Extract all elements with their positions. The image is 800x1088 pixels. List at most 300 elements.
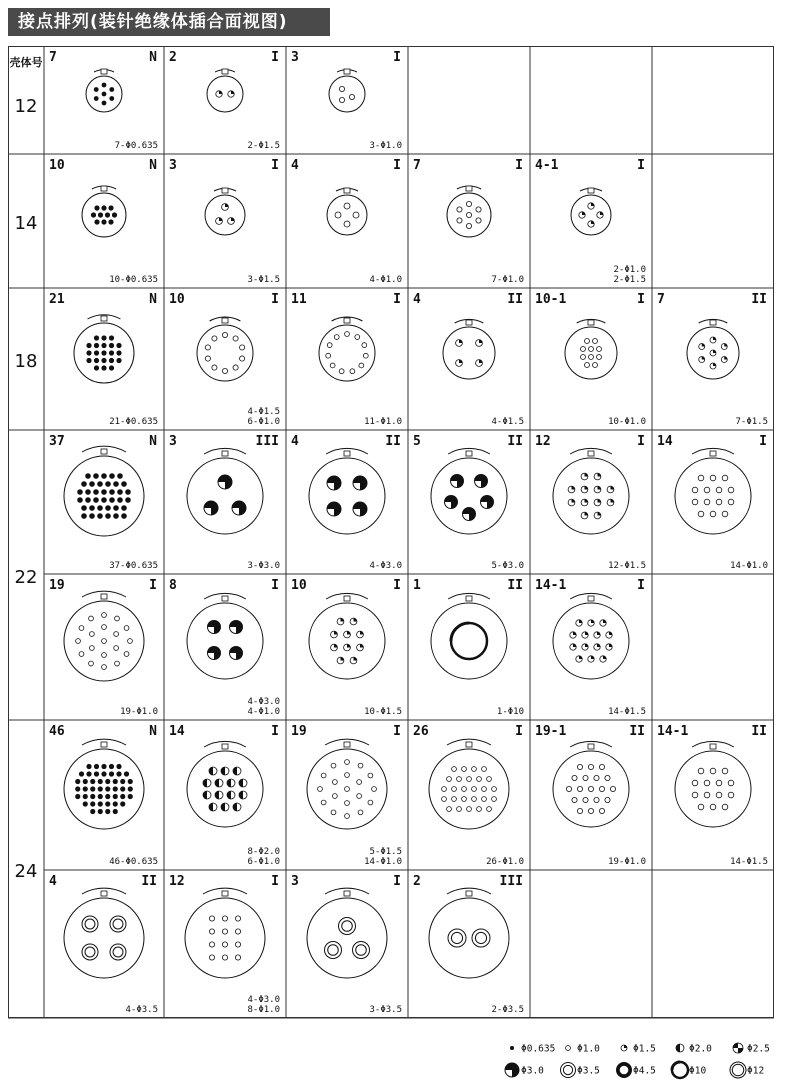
contact-count: 3 <box>169 434 177 449</box>
pin-small <box>605 797 610 802</box>
pin-small <box>692 792 698 798</box>
pin-dot <box>81 513 87 519</box>
pin-dot <box>90 794 95 799</box>
contact-pin <box>466 201 471 206</box>
contact-pin <box>124 626 129 631</box>
contact-pin <box>326 353 331 358</box>
arrangement-cell <box>169 874 280 1015</box>
contact-pin <box>83 779 88 784</box>
insert-class: I <box>637 434 645 449</box>
pin-small <box>716 780 722 786</box>
pin-small <box>363 353 368 358</box>
key-tab <box>344 451 350 456</box>
page-title: 接点排列(装针绝缘体插合面视图) <box>8 8 330 36</box>
insert-class: I <box>271 578 279 593</box>
contact-pin <box>208 647 221 660</box>
contact-pin <box>85 497 91 503</box>
contact-pin <box>692 487 698 493</box>
contact-pin <box>90 809 95 814</box>
pin-small <box>442 787 447 792</box>
pin-small <box>593 339 598 344</box>
contact-pin <box>105 809 110 814</box>
contact-pin <box>331 763 336 768</box>
insert-face <box>82 193 126 237</box>
insert-face <box>187 603 263 679</box>
pin-dot <box>120 779 125 784</box>
pin-dot <box>109 335 114 340</box>
contact-pin <box>594 473 601 480</box>
contact-count: 26 <box>413 724 429 739</box>
contact-pin <box>94 96 99 101</box>
contact-pin <box>102 625 107 630</box>
pin-small <box>599 786 604 791</box>
contact-count: 4 <box>413 292 421 307</box>
pin-small <box>492 797 497 802</box>
contact-pin <box>457 807 462 812</box>
contact-pin <box>672 1062 688 1078</box>
contact-pin <box>124 652 129 657</box>
contact-pin <box>222 916 227 921</box>
legend-item <box>505 1063 544 1077</box>
contact-count: 4 <box>291 158 299 173</box>
contact-pin <box>579 212 585 218</box>
contact-pin <box>128 786 133 791</box>
contact-pin <box>97 513 103 519</box>
contact-pin <box>98 809 103 814</box>
contact-pin <box>594 499 601 506</box>
contact-pin <box>128 779 133 784</box>
contact-count: 11 <box>291 292 307 307</box>
pin-small <box>585 339 590 344</box>
key-tab <box>710 320 716 325</box>
pin-ring-inner <box>451 932 462 943</box>
pin-small <box>710 511 716 517</box>
contact-pin <box>605 797 610 802</box>
contact-pin <box>334 335 339 340</box>
pin-small <box>692 499 698 505</box>
contact-pin <box>75 794 80 799</box>
contact-pin <box>710 363 716 369</box>
legend-item <box>566 1044 601 1055</box>
contact-pin <box>447 777 452 782</box>
contact-pin <box>115 616 120 621</box>
insert-class: I <box>637 292 645 307</box>
pin-small <box>476 218 481 223</box>
key-tab <box>466 891 472 896</box>
pin-small <box>102 625 107 630</box>
contact-pin <box>452 797 457 802</box>
key-tab <box>344 318 350 323</box>
contact-pin <box>109 343 114 348</box>
contact-spec: 7-Φ1.0 <box>491 275 524 285</box>
contact-pin <box>442 797 447 802</box>
insert-face <box>64 456 144 536</box>
contact-spec: 2-Φ1.5 <box>247 141 280 151</box>
contact-pin <box>91 212 96 217</box>
contact-count: 12 <box>169 874 185 889</box>
pin-dot <box>105 513 111 519</box>
contact-spec: 5-Φ1.5 <box>369 847 402 857</box>
pin-dot <box>128 794 133 799</box>
insert-face <box>327 195 367 235</box>
arrangement-cell <box>49 292 158 427</box>
pin-small <box>716 792 722 798</box>
contact-pin <box>203 779 211 787</box>
contact-pin <box>327 502 341 516</box>
pin-small <box>345 801 350 806</box>
contact-count: 3 <box>169 158 177 173</box>
pin-dot <box>94 96 99 101</box>
pin-small <box>588 808 593 813</box>
pin-dot <box>86 343 91 348</box>
pin-dot <box>77 489 83 495</box>
contact-pin <box>86 764 91 769</box>
contact-pin <box>463 508 476 521</box>
legend-item <box>730 1062 764 1078</box>
insert-class: II <box>507 578 523 593</box>
contact-pin <box>452 787 457 792</box>
contact-pin <box>321 773 326 778</box>
pin-small <box>331 763 336 768</box>
contact-pin <box>482 787 487 792</box>
pin-small <box>357 780 362 785</box>
contact-pin <box>222 204 229 211</box>
pin-small <box>704 499 710 505</box>
contact-pin <box>93 473 99 479</box>
pin-small <box>704 780 710 786</box>
key-tab <box>588 596 594 601</box>
pin-dot <box>109 764 114 769</box>
contact-pin <box>105 481 111 487</box>
contact-pin <box>117 497 123 503</box>
contact-pin <box>101 365 106 370</box>
contact-pin <box>599 808 604 813</box>
pin-small <box>362 343 367 348</box>
contact-pin <box>120 801 125 806</box>
pin-small <box>482 787 487 792</box>
contact-pin <box>698 475 704 481</box>
pin-small <box>357 794 362 799</box>
shell-size: 18 <box>14 351 38 372</box>
pin-dot <box>89 481 95 487</box>
pin-small <box>233 336 238 341</box>
contact-pin <box>358 763 363 768</box>
contact-count: 19-1 <box>535 724 567 739</box>
pin-ring-inner <box>563 1065 572 1074</box>
pin-small <box>594 797 599 802</box>
pin-dot <box>94 343 99 348</box>
contact-pin <box>89 632 94 637</box>
pin-small <box>447 807 452 812</box>
contact-pin <box>452 767 457 772</box>
insert-face <box>429 749 509 829</box>
pin-small <box>327 343 332 348</box>
contact-pin <box>113 794 118 799</box>
pin-dot <box>113 794 118 799</box>
contact-pin <box>109 497 115 503</box>
pin-small <box>605 775 610 780</box>
contact-pin <box>482 767 487 772</box>
pin-dot <box>121 505 127 511</box>
contact-pin <box>345 773 350 778</box>
contact-pin <box>105 779 110 784</box>
contact-pin <box>113 513 119 519</box>
contact-pin <box>89 646 94 651</box>
arrangement-cell <box>657 292 768 427</box>
pin-small <box>212 365 217 370</box>
pin-dot <box>105 801 110 806</box>
pin-small <box>716 487 722 493</box>
contact-pin <box>599 786 604 791</box>
contact-pin <box>344 221 350 227</box>
contact-pin <box>368 800 373 805</box>
pin-dot <box>85 489 91 495</box>
contact-pin <box>722 511 728 517</box>
pin-dot <box>89 513 95 519</box>
contact-pin <box>588 221 594 227</box>
insert-face <box>307 898 387 978</box>
insert-face <box>443 327 495 379</box>
legend-label: Φ1.5 <box>633 1043 656 1055</box>
contact-pin <box>98 794 103 799</box>
contact-pin <box>116 358 121 363</box>
insert-face <box>185 898 265 978</box>
contact-pin <box>209 767 217 775</box>
pin-small <box>583 775 588 780</box>
contact-pin <box>209 916 214 921</box>
contact-pin <box>113 505 119 511</box>
pin-small <box>344 203 350 209</box>
contact-pin <box>98 801 103 806</box>
contact-spec: 19-Φ1.0 <box>608 857 646 867</box>
contact-pin <box>606 644 612 650</box>
contact-pin <box>462 787 467 792</box>
contact-pin <box>345 760 350 765</box>
pin-dot <box>125 497 131 503</box>
contact-pin <box>105 786 110 791</box>
contact-pin <box>349 94 354 99</box>
contact-pin <box>318 787 323 792</box>
contact-count: 10 <box>169 292 185 307</box>
contact-pin <box>101 350 106 355</box>
pin-small <box>566 786 571 791</box>
contact-pin <box>105 505 111 511</box>
pin-dot <box>94 771 99 776</box>
contact-pin <box>97 481 103 487</box>
pin-dot <box>94 365 99 370</box>
contact-pin <box>561 1063 576 1078</box>
contact-pin <box>76 639 81 644</box>
pin-ring-inner <box>113 947 123 957</box>
pin-small <box>588 764 593 769</box>
pin-small <box>235 955 240 960</box>
pin-dot <box>90 779 95 784</box>
contact-pin <box>492 787 497 792</box>
contact-pin <box>94 343 99 348</box>
key-tab <box>344 596 350 601</box>
pin-dot <box>120 801 125 806</box>
contact-pin <box>359 363 364 368</box>
contact-spec: 37-Φ0.635 <box>109 561 158 571</box>
contact-pin <box>475 475 488 488</box>
pin-small <box>334 335 339 340</box>
pin-dot <box>90 801 95 806</box>
pin-small <box>79 626 84 631</box>
pin-small <box>452 767 457 772</box>
contact-pin <box>510 1046 514 1050</box>
contact-pin <box>728 499 734 505</box>
contact-pin <box>110 944 126 960</box>
contact-pin <box>79 652 84 657</box>
pin-dot <box>101 358 106 363</box>
contact-pin <box>710 337 716 343</box>
contact-pin <box>353 476 367 490</box>
contact-spec: 10-Φ1.0 <box>608 417 646 427</box>
insert-face <box>429 898 509 978</box>
pin-dot <box>101 219 106 224</box>
contact-pin <box>105 513 111 519</box>
key-tab <box>101 316 107 321</box>
contact-pin <box>222 942 227 947</box>
pin-ring-inner <box>85 919 95 929</box>
contact-pin <box>692 499 698 505</box>
contact-pin <box>467 777 472 782</box>
key-tab <box>101 186 107 191</box>
pin-dot <box>94 764 99 769</box>
pin-small <box>332 794 337 799</box>
pin-small <box>339 86 344 91</box>
pin-dot <box>86 764 91 769</box>
pin-small <box>345 760 350 765</box>
contact-pin <box>599 764 604 769</box>
insert-face <box>64 898 144 978</box>
contact-pin <box>728 780 734 786</box>
contact-pin <box>331 644 338 651</box>
key-tab <box>101 69 107 74</box>
pin-dot <box>109 350 114 355</box>
pin-ring-inner <box>113 919 123 929</box>
contact-pin <box>327 476 341 490</box>
arrangement-cell <box>535 578 646 717</box>
contact-spec: 14-Φ1.5 <box>608 707 646 717</box>
pin-dot <box>75 794 80 799</box>
pin-dot <box>113 779 118 784</box>
contact-pin <box>583 797 588 802</box>
pin-dot <box>102 83 107 88</box>
pin-small <box>728 499 734 505</box>
pin-dot <box>101 489 107 495</box>
pin-small <box>698 511 704 517</box>
contact-pin <box>676 1044 684 1052</box>
pin-small <box>321 773 326 778</box>
insert-face <box>187 458 263 534</box>
pin-dot <box>97 513 103 519</box>
contact-pin <box>716 780 722 786</box>
contact-pin <box>102 613 107 618</box>
contact-pin <box>505 1063 519 1077</box>
arrangement-cell <box>49 578 158 717</box>
contact-pin <box>581 473 588 480</box>
pin-dot <box>81 481 87 487</box>
key-tab <box>222 744 228 749</box>
insert-class: N <box>149 292 157 307</box>
pin-dot <box>105 809 110 814</box>
contact-pin <box>722 804 728 810</box>
pin-small <box>466 223 471 228</box>
pin-small <box>477 777 482 782</box>
contact-pin <box>597 347 602 352</box>
contact-count: 4-1 <box>535 158 559 173</box>
contact-pin <box>102 101 107 106</box>
contact-pin <box>94 771 99 776</box>
contact-pin <box>227 779 235 787</box>
pin-small <box>593 363 598 368</box>
contact-pin <box>330 363 335 368</box>
contact-pin <box>89 481 95 487</box>
contact-pin <box>240 345 245 350</box>
contact-pin <box>75 786 80 791</box>
contact-pin <box>94 764 99 769</box>
contact-pin <box>456 360 463 367</box>
contact-pin <box>698 804 704 810</box>
pin-small <box>124 652 129 657</box>
contact-count: 3 <box>291 874 299 889</box>
pin-small <box>722 511 728 517</box>
pin-dot <box>101 473 107 479</box>
pin-small <box>102 613 107 618</box>
pin-small <box>222 332 227 337</box>
contact-pin <box>216 218 223 225</box>
contact-pin <box>117 473 123 479</box>
contact-pin <box>215 779 223 787</box>
contact-pin <box>589 347 594 352</box>
contact-pin <box>492 797 497 802</box>
pin-small <box>577 786 582 791</box>
contact-pin <box>331 631 338 638</box>
contact-pin <box>588 656 594 662</box>
contact-count: 14-1 <box>657 724 689 739</box>
contact-pin <box>698 511 704 517</box>
contact-pin <box>585 339 590 344</box>
legend-item <box>676 1044 712 1055</box>
pin-dot <box>109 87 114 92</box>
contact-pin <box>117 489 123 495</box>
pin-small <box>358 763 363 768</box>
contact-spec: 7-Φ0.635 <box>114 141 158 151</box>
pin-dot <box>113 786 118 791</box>
contact-pin <box>716 487 722 493</box>
contact-pin <box>339 918 356 935</box>
contact-pin <box>235 929 240 934</box>
pin-small <box>205 345 210 350</box>
pin-dot <box>101 205 106 210</box>
pin-dot <box>109 365 114 370</box>
contact-pin <box>476 360 483 367</box>
pin-ring12-inner <box>732 1064 744 1076</box>
pin-dot <box>120 794 125 799</box>
pin-small <box>588 786 593 791</box>
contact-pin <box>722 768 728 774</box>
contact-pin <box>482 797 487 802</box>
contact-arrangement-table <box>8 46 790 1036</box>
pin-small <box>345 773 350 778</box>
contact-pin <box>472 767 477 772</box>
contact-spec: 6-Φ1.0 <box>247 417 280 427</box>
arrangement-cell <box>413 724 524 867</box>
pin-small <box>492 787 497 792</box>
pin-small <box>566 1046 571 1051</box>
pin-dot <box>113 505 119 511</box>
